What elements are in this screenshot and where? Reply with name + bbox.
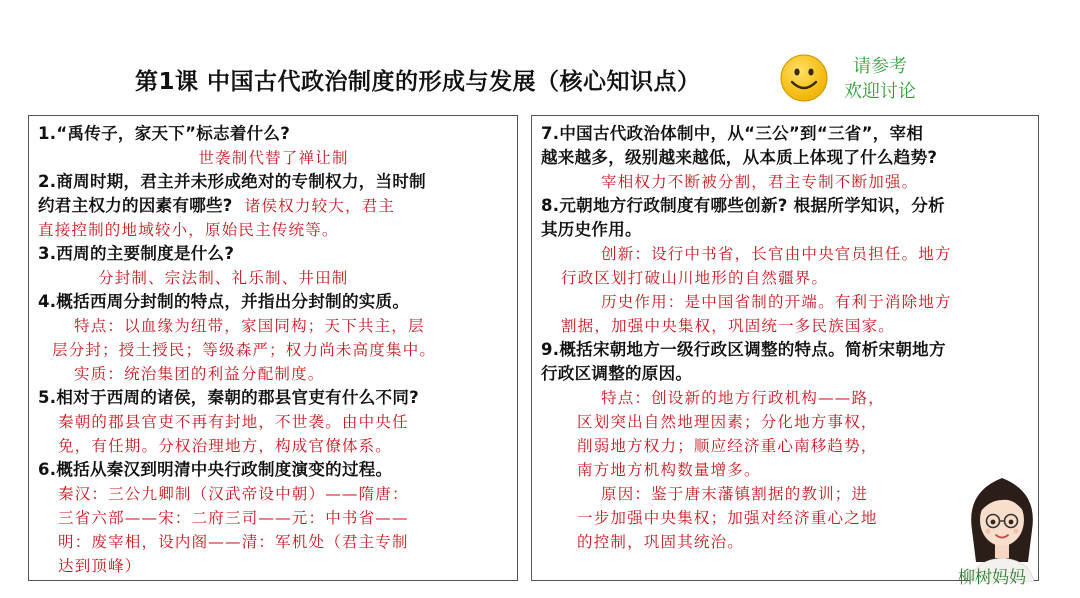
left-panel	[28, 115, 518, 581]
page-title: 第1课 中国古代政治制度的形成与发展（核心知识点）	[135, 69, 701, 95]
question-9-line-1: 9.概括宋朝地方一级行政区调整的特点。简析宋朝地方	[541, 340, 946, 359]
answer-9-line-3: 削弱地方权力；顺应经济重心南移趋势，	[577, 437, 878, 455]
answer-9-line-1: 特点：创设新的地方行政机构——路，	[601, 389, 885, 407]
answer-9-line-6: 一步加强中央集权；加强对经济重心之地	[577, 509, 878, 527]
answer-8-line-4: 割据，加强中央集权，巩固统一多民族国家。	[561, 317, 896, 335]
question-4: 4.概括西周分封制的特点，并指出分封制的实质。	[38, 292, 410, 311]
author-label: 柳树妈妈	[958, 568, 1026, 588]
question-1: 1.“禹传子，家天下”标志着什么?	[38, 124, 291, 143]
answer-9-line-2: 区划突出自然地理因素；分化地方事权，	[577, 413, 878, 431]
answer-6-line-2: 三省六部——宋：二府三司——元：中书省——	[58, 509, 409, 527]
answer-7: 宰相权力不断被分割，君主专制不断加强。	[601, 173, 919, 191]
answer-9-line-4: 南方地方机构数量增多。	[577, 461, 761, 479]
answer-4-line-1: 特点：以血缘为纽带，家国同构；天下共主，层	[74, 317, 425, 335]
question-6: 6.概括从秦汉到明清中央行政制度演变的过程。	[38, 460, 393, 479]
note-line-1: 请参考	[853, 56, 907, 77]
answer-6-line-3: 明：废宰相，设内阁——清：军机处（君主专制	[58, 533, 409, 551]
question-2-line-2	[38, 194, 509, 218]
question-3: 3.西周的主要制度是什么?	[38, 244, 235, 263]
answer-9-line-7: 的控制，巩固其统治。	[577, 533, 745, 551]
question-5: 5.相对于西周的诸侯，秦朝的郡县官吏有什么不同?	[38, 388, 420, 407]
answer-2-line-2: 直接控制的地域较小，原始民主传统等。	[38, 221, 339, 239]
question-7-line-1: 7.中国古代政治体制中，从“三公”到“三省”，宰相	[541, 124, 924, 143]
answer-2-inline: 诸侯权力较大，君主	[244, 197, 396, 215]
discussion-note	[835, 54, 925, 104]
question-7-line-2: 越来越多，级别越来越低，从本质上体现了什么趋势?	[541, 148, 938, 167]
smiley-face-icon	[779, 53, 829, 103]
question-9-line-2: 行政区调整的原因。	[541, 364, 693, 383]
question-2-line-1: 2.商周时期，君主并未形成绝对的专制权力，当时制	[38, 172, 426, 191]
answer-4-line-3: 实质：统治集团的利益分配制度。	[74, 365, 325, 383]
question-2-text: 约君主权力的因素有哪些?	[38, 196, 233, 215]
answer-9-line-5: 原因：鉴于唐末藩镇割据的教训；进	[601, 485, 869, 503]
answer-3: 分封制、宗法制、礼乐制、井田制	[98, 269, 349, 287]
answer-5-line-2: 免，有任期。分权治理地方，构成官僚体系。	[58, 437, 393, 455]
answer-4-line-2: 层分封；授土授民；等级森严；权力尚未高度集中。	[52, 341, 437, 359]
answer-5-line-1: 秦朝的郡县官吏不再有封地，不世袭。由中央任	[58, 413, 409, 431]
answer-1: 世袭制代替了禅让制	[198, 149, 349, 167]
question-8-line-2: 其历史作用。	[541, 220, 642, 239]
question-8-line-1: 8.元朝地方行政制度有哪些创新? 根据所学知识，分析	[541, 196, 945, 215]
answer-8-line-2: 行政区划打破山川地形的自然疆界。	[561, 269, 829, 287]
answer-8-line-3: 历史作用：是中国省制的开端。有利于消除地方	[601, 293, 952, 311]
answer-8-line-1: 创新：设行中书省，长官由中央官员担任。地方	[601, 245, 952, 263]
answer-6-line-4: 达到顶峰）	[58, 557, 142, 575]
note-line-2: 欢迎讨论	[844, 81, 916, 102]
answer-6-line-1: 秦汉：三公九卿制（汉武帝设中朝）——隋唐：	[58, 485, 409, 503]
